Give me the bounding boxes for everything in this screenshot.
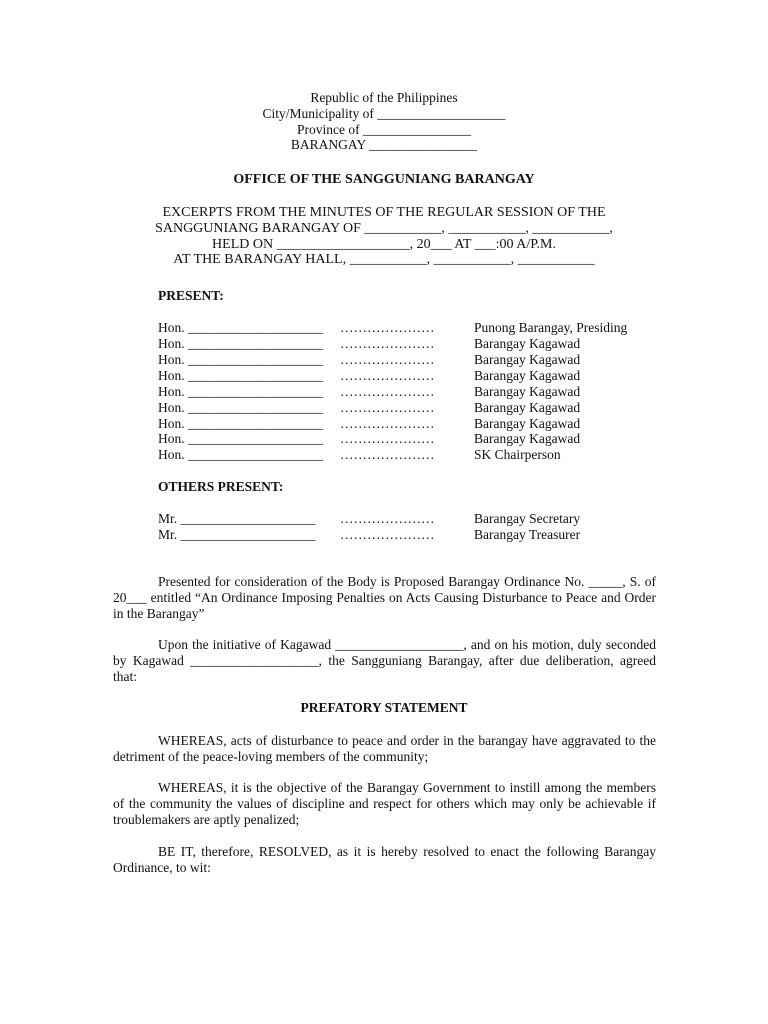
leader-dots: ………………… xyxy=(340,447,435,462)
attendee-role: Barangay Treasurer xyxy=(474,527,581,542)
minutes-line-2: SANGGUNIANG BARANGAY OF ___________, ___________, ___________, xyxy=(155,220,613,236)
attendee-role: Barangay Kagawad xyxy=(474,336,581,351)
attendee-name: Hon. ____________________ xyxy=(158,368,323,383)
others-present-label: OTHERS PRESENT: xyxy=(158,479,284,494)
attendee-name: Mr. ____________________ xyxy=(158,527,316,542)
leader-dots: ………………… xyxy=(340,416,435,431)
attendee-row xyxy=(158,384,658,400)
paragraph-resolved: BE IT, therefore, RESOLVED, as it is hereby resolved to enact the following Barangay Ordinance, to wit: xyxy=(113,844,656,875)
leader-dots: ………………… xyxy=(340,368,435,383)
leader-dots: ………………… xyxy=(340,431,435,446)
header-city: City/Municipality of ___________________ xyxy=(262,105,506,121)
attendee-row xyxy=(158,431,658,447)
header-province: Province of ________________ xyxy=(297,121,471,137)
attendee-row xyxy=(158,352,658,368)
minutes-line-1: EXCERPTS FROM THE MINUTES OF THE REGULAR SESSION OF THE xyxy=(162,205,606,220)
attendee-role: Punong Barangay, Presiding xyxy=(474,320,628,335)
attendee-name: Hon. ____________________ xyxy=(158,336,323,351)
header-barangay: BARANGAY ________________ xyxy=(290,137,478,153)
paragraph-initiative: Upon the initiative of Kagawad ___________________, and on his motion, duly seconded by Kagawad ___________________, the Sangguniang Barangay, after due deliberation, agreed that: xyxy=(113,637,656,684)
attendee-name: Hon. ____________________ xyxy=(158,352,323,367)
minutes-excerpt-heading xyxy=(0,205,768,268)
attendee-row xyxy=(158,447,658,463)
attendee-name: Mr. ____________________ xyxy=(158,511,316,526)
document-header xyxy=(0,90,768,153)
attendee-role: Barangay Kagawad xyxy=(474,431,581,446)
attendee-name: Hon. ____________________ xyxy=(158,416,323,431)
attendee-role: Barangay Secretary xyxy=(474,511,581,526)
attendee-row xyxy=(158,400,658,416)
attendee-role: Barangay Kagawad xyxy=(474,416,581,431)
attendee-role: Barangay Kagawad xyxy=(474,368,581,383)
leader-dots: ………………… xyxy=(340,400,435,415)
leader-dots: ………………… xyxy=(340,320,435,335)
prefatory-statement-title: PREFATORY STATEMENT xyxy=(300,700,468,715)
leader-dots: ………………… xyxy=(340,384,435,399)
attendee-row xyxy=(158,416,658,432)
attendee-row xyxy=(158,527,658,543)
present-label: PRESENT: xyxy=(158,288,224,303)
leader-dots: ………………… xyxy=(340,352,435,367)
attendee-row xyxy=(158,368,658,384)
paragraph-whereas-1: WHEREAS, acts of disturbance to peace and order in the barangay have aggravated to the detriment of the peace-loving members of the community; xyxy=(113,733,656,764)
attendee-name: Hon. ____________________ xyxy=(158,320,323,335)
attendee-role: SK Chairperson xyxy=(474,447,561,462)
office-title: OFFICE OF THE SANGGUNIANG BARANGAY xyxy=(233,172,535,187)
leader-dots: ………………… xyxy=(340,527,435,542)
attendee-name: Hon. ____________________ xyxy=(158,431,323,446)
attendee-role: Barangay Kagawad xyxy=(474,400,581,415)
paragraph-presented: Presented for consideration of the Body is Proposed Barangay Ordinance No. _____, S. of 20___ entitled “An Ordinance Imposing Penalties on Acts Causing Disturbance to Peace and Order in the Barangay” xyxy=(113,574,656,621)
attendee-role: Barangay Kagawad xyxy=(474,384,581,399)
attendee-name: Hon. ____________________ xyxy=(158,447,323,462)
header-republic: Republic of the Philippines xyxy=(310,90,458,105)
attendee-row xyxy=(158,511,658,527)
paragraph-whereas-2: WHEREAS, it is the objective of the Barangay Government to instill among the members of the community the values of discipline and respect for others which may only be achievable if troublemakers are aptly penalized; xyxy=(113,780,656,827)
attendee-name: Hon. ____________________ xyxy=(158,400,323,415)
attendee-role: Barangay Kagawad xyxy=(474,352,581,367)
minutes-line-3: HELD ON ___________________, 20___ AT ___:00 A/P.M. xyxy=(212,236,556,252)
leader-dots: ………………… xyxy=(340,336,435,351)
minutes-line-4: AT THE BARANGAY HALL, ___________, ___________, ___________ xyxy=(173,252,595,268)
attendee-name: Hon. ____________________ xyxy=(158,384,323,399)
leader-dots: ………………… xyxy=(340,511,435,526)
attendee-row xyxy=(158,320,658,336)
attendee-row xyxy=(158,336,658,352)
